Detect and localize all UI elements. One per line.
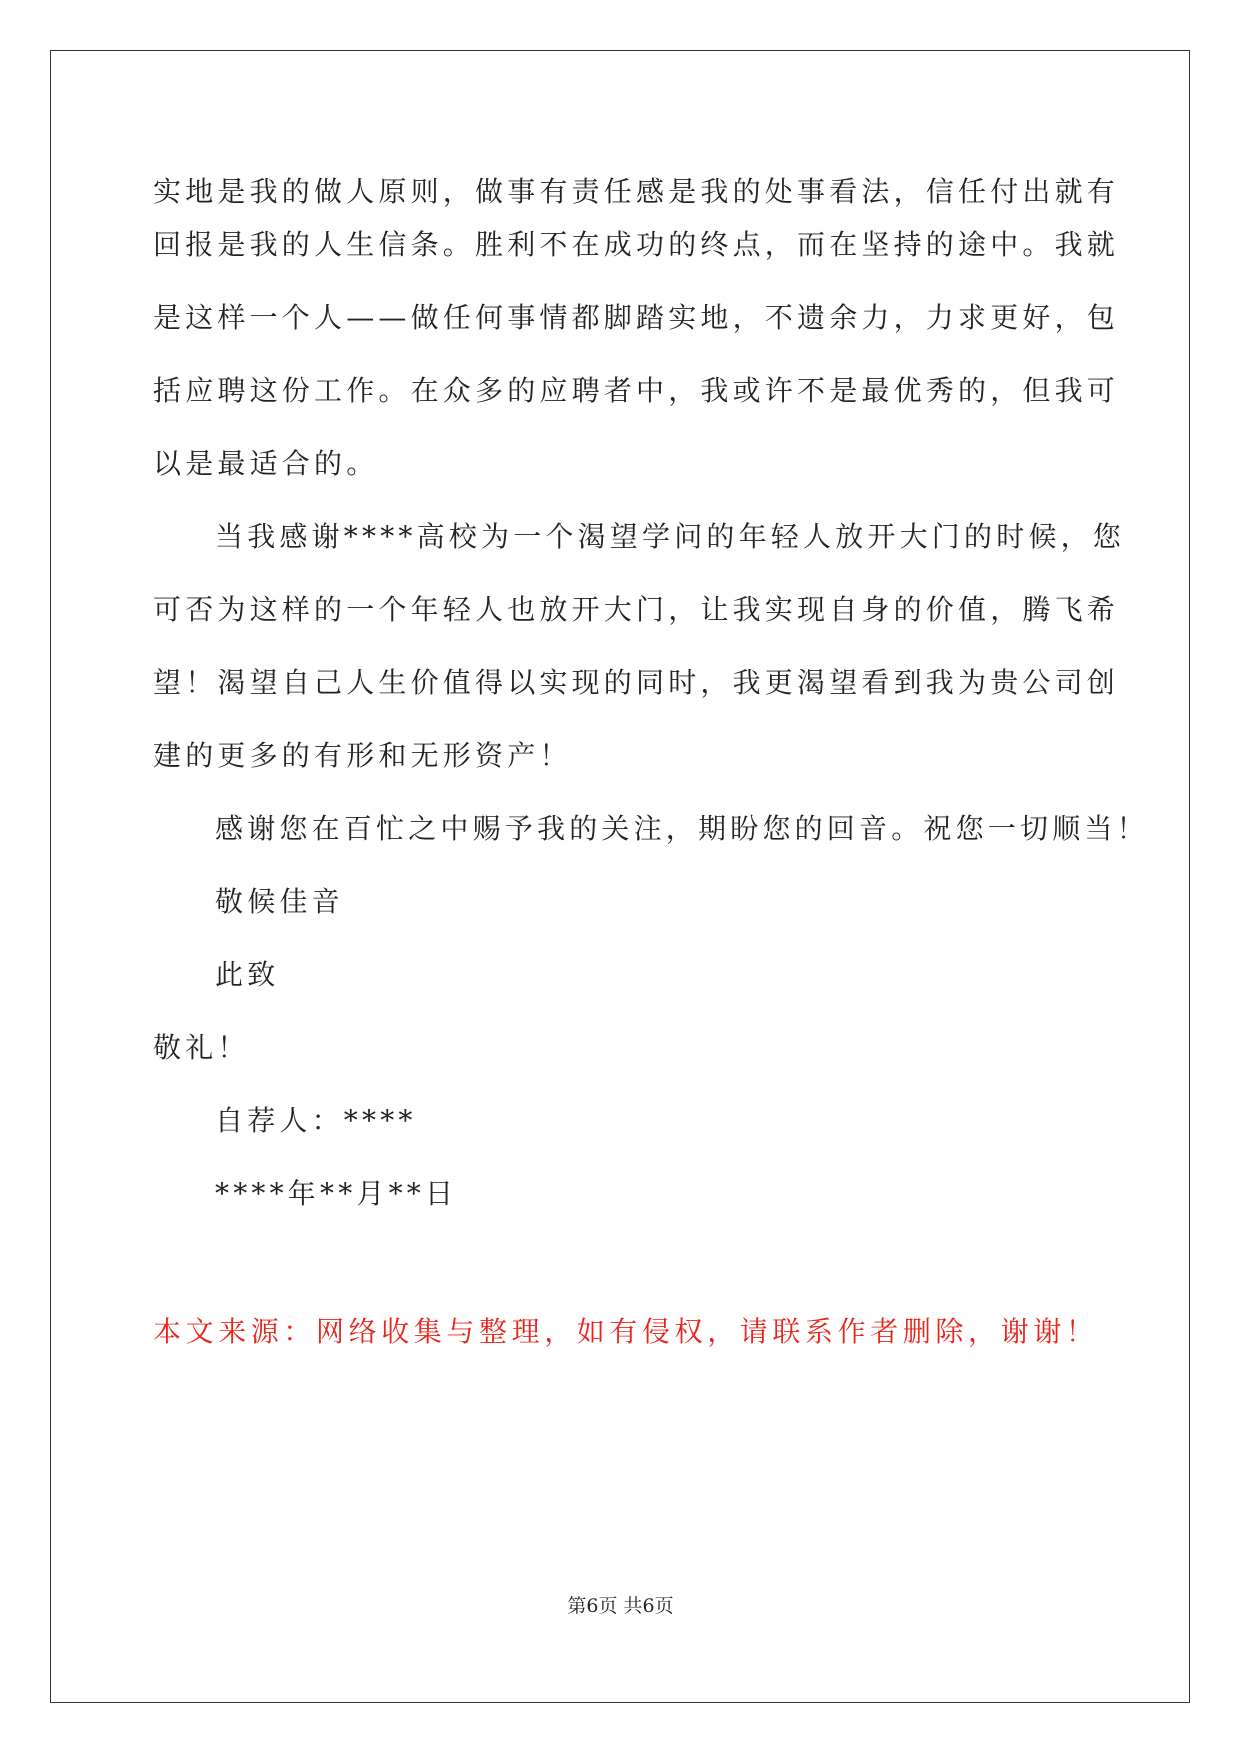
paragraph-line: 当我感谢****高校为一个渴望学问的年轻人放开大门的时候，您	[215, 520, 1126, 553]
salute: 敬礼！	[153, 1031, 250, 1064]
paragraph-line: 建的更多的有形和无形资产！	[153, 739, 572, 772]
signature: 自荐人：****	[215, 1104, 417, 1137]
paragraph-line: 以是最适合的。	[153, 447, 379, 480]
paragraph-line: 是这样一个人——做任何事情都脚踏实地，不遗余力，力求更好，包	[153, 301, 1120, 334]
source-notice: 本文来源：网络收集与整理，如有侵权，请联系作者删除，谢谢！	[153, 1315, 1099, 1348]
paragraph-line: 实地是我的做人原则，做事有责任感是我的处事看法，信任付出就有	[153, 175, 1120, 208]
closing-wish: 敬候佳音	[215, 885, 344, 918]
closing-paragraph: 感谢您在百忙之中赐予我的关注，期盼您的回音。祝您一切顺当！	[215, 812, 1149, 845]
paragraph-line: 可否为这样的一个年轻人也放开大门，让我实现自身的价值，腾飞希	[153, 593, 1120, 626]
paragraph-line: 括应聘这份工作。在众多的应聘者中，我或许不是最优秀的，但我可	[153, 374, 1120, 407]
date-line: ****年**月**日	[215, 1177, 458, 1210]
paragraph-line: 望！渴望自己人生价值得以实现的同时，我更渴望看到我为贵公司创	[153, 666, 1120, 699]
salutation: 此致	[215, 958, 280, 991]
page-footer: 第6页 共6页	[567, 1595, 674, 1617]
paragraph-line: 回报是我的人生信条。胜利不在成功的终点，而在坚持的途中。我就	[153, 228, 1120, 261]
